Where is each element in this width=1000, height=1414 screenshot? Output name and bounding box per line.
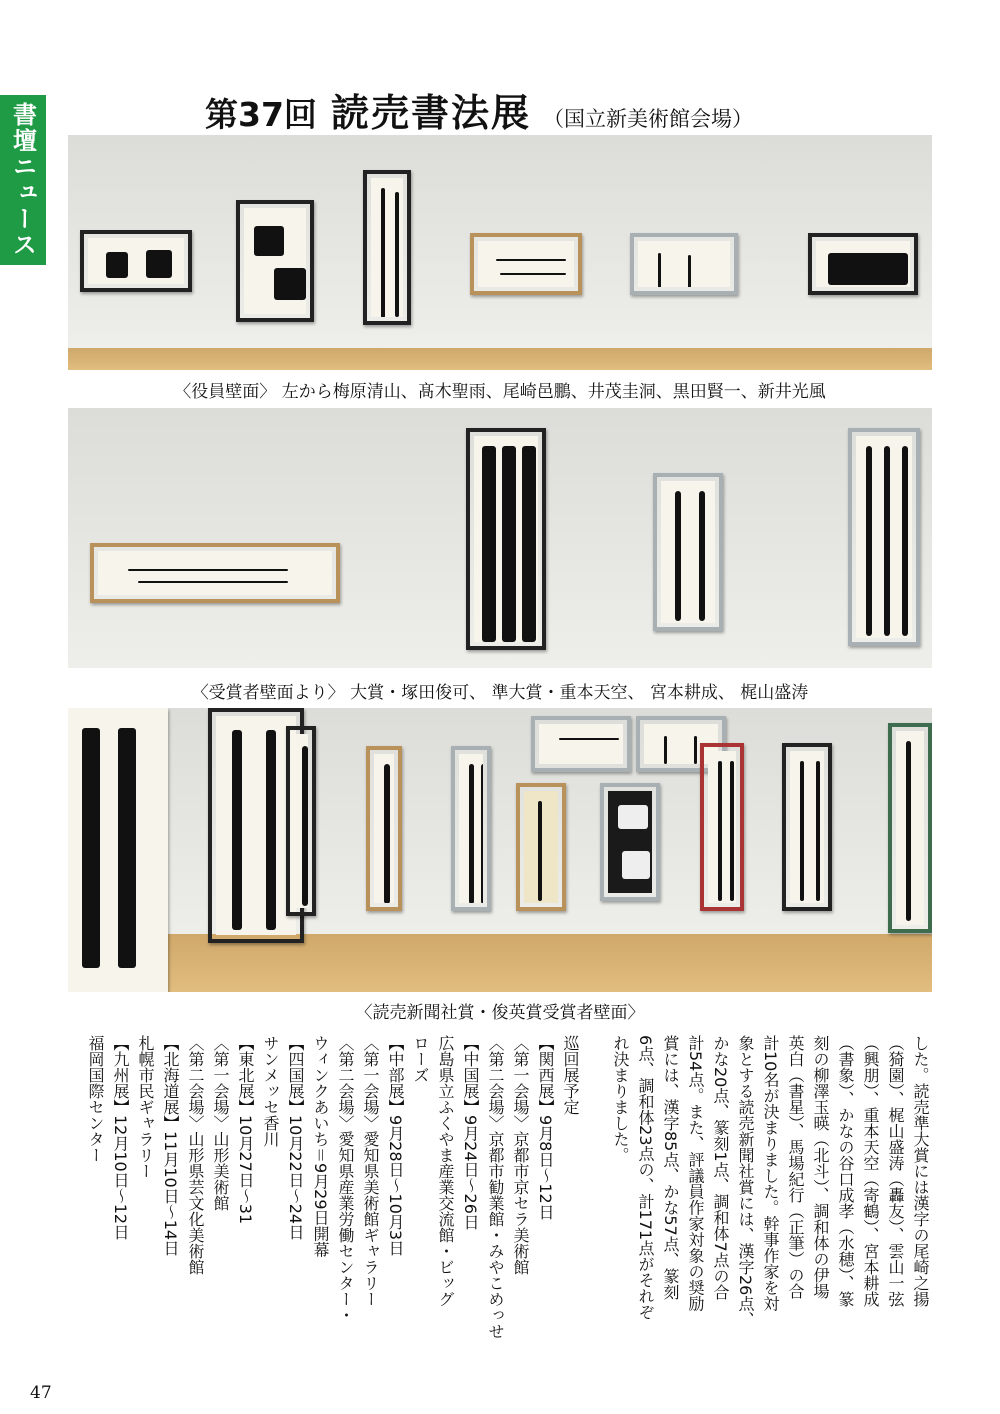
- caption-photo-3: 〈読売新聞社賞・俊英賞受賞者壁面〉: [355, 1003, 645, 1023]
- schedule-line: 【関西展】9月8日〜12日: [536, 1035, 555, 1220]
- calligraphy-work: [808, 233, 918, 295]
- article-line: （書象）、かなの谷口成孝（水穂）、篆: [836, 1035, 855, 1307]
- page-number: 47: [30, 1383, 52, 1403]
- article-line: れ決まりました。: [611, 1035, 630, 1163]
- title-main: 読売書法展: [330, 91, 531, 135]
- schedule-line: 〈第一会場〉愛知県美術館ギャラリー: [361, 1035, 380, 1307]
- calligraphy-work: [90, 543, 340, 603]
- calligraphy-work: [531, 716, 631, 772]
- article-line: かな20点、篆刻1点、調和体7点の合: [711, 1035, 730, 1300]
- schedule-line: 札幌市民ギャラリー: [136, 1035, 155, 1179]
- title-sub: （国立新美術館会場）: [542, 107, 753, 131]
- calligraphy-work: [366, 746, 402, 911]
- calligraphy-work: [466, 428, 546, 650]
- schedule-line: 【東北展】10月27日〜31: [236, 1035, 255, 1225]
- article-line: 6点、調和体23点の、計171点がそれぞ: [636, 1035, 655, 1321]
- schedule-line: 【四国展】10月22日〜24日: [286, 1035, 305, 1241]
- calligraphy-work: [363, 170, 411, 325]
- schedule-line: 【九州展】12月10日〜12日: [111, 1035, 130, 1241]
- article-line: 賞には、漢字85点、かな57点、篆刻: [661, 1035, 680, 1300]
- article-line: （興朋）、重本天空（寄鶴）、宮本耕成: [861, 1035, 880, 1307]
- calligraphy-work: [782, 743, 832, 911]
- section-tab: 書壇ニュース: [0, 95, 46, 265]
- calligraphy-work: [630, 233, 738, 295]
- photo-yomiuri-award-wall: [68, 708, 932, 992]
- article-line: した。読売準大賞には漢字の尾崎之揚: [911, 1035, 930, 1307]
- schedule-line: 〈第二会場〉山形県芸文化美術館: [186, 1035, 205, 1275]
- calligraphy-work: [600, 783, 660, 901]
- title-prefix: 第37回: [205, 95, 317, 134]
- caption-photo-2: 〈受賞者壁面より〉 大賞・塚田俊可、 準大賞・重本天空、 宮本耕成、 梶山盛涛: [191, 683, 809, 703]
- calligraphy-work: [848, 428, 920, 646]
- article-line: 象とする読売新聞社賞には、漢字26点、: [736, 1035, 755, 1328]
- calligraphy-work: [470, 233, 582, 295]
- page-title: [205, 82, 753, 135]
- photo-officers-wall: [68, 135, 932, 370]
- article-line: 計10名が決まりました。幹事作家を対: [761, 1035, 780, 1312]
- schedule-line: ローズ: [411, 1035, 430, 1083]
- calligraphy-work: [68, 708, 168, 992]
- calligraphy-work: [236, 200, 314, 322]
- schedule-line: 【中国展】9月24日〜26日: [461, 1035, 480, 1230]
- calligraphy-work: [451, 746, 491, 911]
- schedule-line: 広島県立ふくやま産業交流館・ビッグ: [436, 1035, 455, 1307]
- article-line: （猗園）、梶山盛涛（轟友）、雲山一弦: [886, 1035, 905, 1307]
- calligraphy-work: [700, 743, 744, 911]
- schedule-line: 〈第二会場〉愛知県産業労働センター・: [336, 1035, 355, 1323]
- caption-photo-1: 〈役員壁面〉 左から梅原清山、髙木聖雨、尾崎邑鵬、井茂圭洞、黒田賢一、新井光風: [174, 382, 826, 402]
- gallery-floor: [68, 348, 932, 370]
- calligraphy-work: [888, 723, 932, 933]
- schedule-line: 〈第一会場〉山形美術館: [211, 1035, 230, 1211]
- photo-award-wall: [68, 408, 932, 668]
- schedule-line: 〈第二会場〉京都市勧業館・みやこめっせ: [486, 1035, 505, 1339]
- calligraphy-work: [80, 230, 192, 292]
- schedule-line: ウィンクあいち＝9月29日開幕: [311, 1035, 330, 1258]
- schedule-line: 【中部展】9月28日〜10月3日: [386, 1035, 405, 1257]
- schedule-line: 巡回展予定: [561, 1035, 580, 1115]
- article-line: 計54点。また、評議員作家対象の奨励: [686, 1035, 705, 1312]
- calligraphy-work: [653, 473, 723, 631]
- calligraphy-work: [516, 783, 566, 911]
- calligraphy-work: [286, 726, 316, 916]
- article-line: 英白（書星）、馬場紀行（正筆）の合: [786, 1035, 805, 1299]
- schedule-line: 福岡国際センター: [86, 1035, 105, 1163]
- schedule-line: 〈第一会場〉京都市京セラ美術館: [511, 1035, 530, 1275]
- article-line: 刻の柳澤玉暎（北斗）、調和体の伊場: [811, 1035, 830, 1299]
- gallery-floor: [68, 934, 932, 992]
- schedule-line: 【北海道展】11月10日〜14日: [161, 1035, 180, 1257]
- schedule-line: サンメッセ香川: [261, 1035, 280, 1147]
